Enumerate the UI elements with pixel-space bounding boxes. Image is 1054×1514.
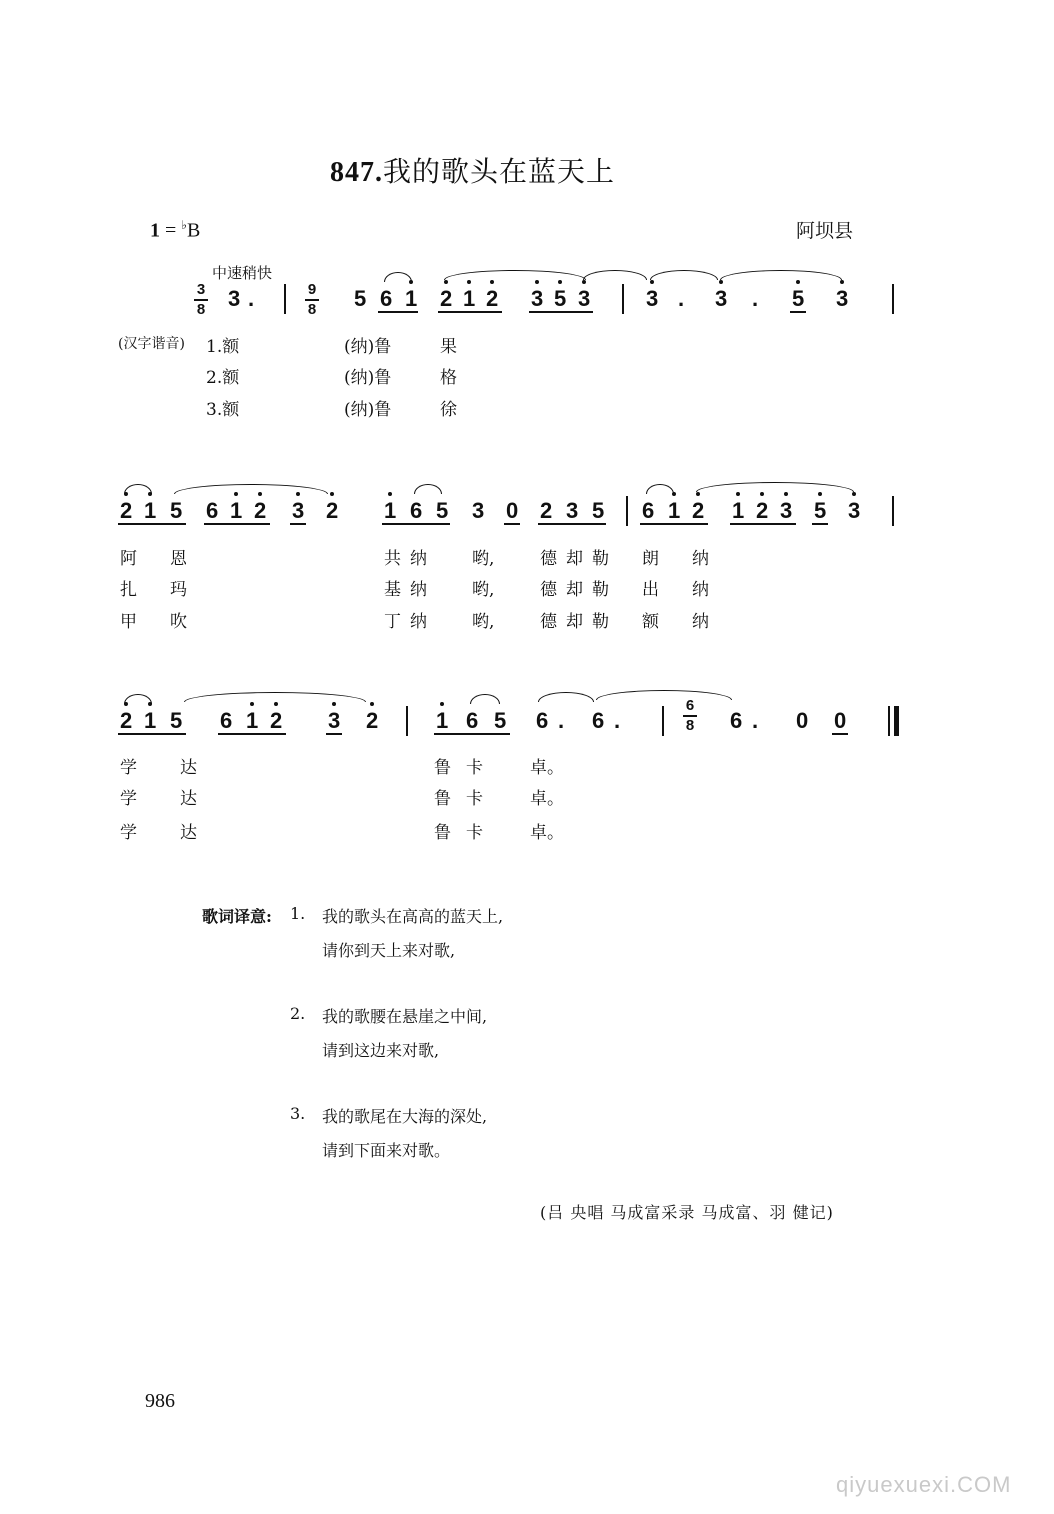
note: 6 <box>730 708 743 733</box>
note: 6 <box>536 708 549 733</box>
note: 3 <box>780 498 793 523</box>
beam <box>218 733 286 735</box>
note: . <box>558 708 565 733</box>
lyric: 哟, <box>472 549 495 569</box>
beam <box>538 523 606 525</box>
note: 3 <box>836 286 849 311</box>
time-bottom: 8 <box>196 301 206 318</box>
note: 2 <box>120 708 133 733</box>
tie <box>650 270 718 280</box>
key-lead: 1 <box>150 219 160 242</box>
note: 1 <box>246 708 259 733</box>
note: 2 <box>270 708 283 733</box>
translation-line: 请你到天上来对歌, <box>322 941 456 960</box>
watermark: qiyuexuexi.COM <box>836 1472 1012 1497</box>
lyric: 勒 <box>592 549 609 569</box>
verse-number: 2. <box>290 1004 306 1023</box>
lyric: 达 <box>180 789 197 809</box>
note: . <box>248 286 255 311</box>
lyric: 卡 <box>466 789 483 809</box>
note: 3 <box>472 498 485 523</box>
lyric: 卓。 <box>530 758 564 778</box>
lyric: 鲁 <box>434 823 451 843</box>
lyric: 额 <box>642 612 659 632</box>
lyric: 学 <box>120 758 137 778</box>
lyric: 卡 <box>466 823 483 843</box>
final-bar-thick <box>894 706 899 736</box>
beam <box>504 523 520 525</box>
time-bottom: 8 <box>685 717 695 734</box>
lyric: (纳)鲁 <box>344 337 392 357</box>
tie <box>596 690 732 700</box>
note: 1 <box>384 498 397 523</box>
lyric: 勒 <box>592 580 609 600</box>
note: 2 <box>440 286 453 311</box>
lyric: 2.额 <box>206 368 240 388</box>
lyric: 学 <box>120 823 137 843</box>
lyric: 丁 <box>384 612 401 632</box>
slur <box>470 694 500 704</box>
note: 5 <box>554 286 567 311</box>
note: 1 <box>463 286 476 311</box>
lyric: 纳 <box>410 580 427 600</box>
note: 6 <box>592 708 605 733</box>
final-bar-thin <box>888 706 890 736</box>
note: 6 <box>410 498 423 523</box>
translation-line: 请到这边来对歌, <box>322 1041 440 1060</box>
note: 5 <box>170 708 183 733</box>
translation-line: 我的歌头在高高的蓝天上, <box>322 907 504 926</box>
lyric: 格 <box>440 368 457 388</box>
note: 5 <box>494 708 507 733</box>
note: 5 <box>792 286 805 311</box>
note: 1 <box>405 286 418 311</box>
beam <box>812 523 828 525</box>
slur <box>124 484 152 494</box>
lyric: 阿 <box>120 549 137 569</box>
note: 5 <box>436 498 449 523</box>
lyric: 纳 <box>692 612 709 632</box>
key-note: B <box>186 219 201 242</box>
note: 1 <box>230 498 243 523</box>
note: 3 <box>228 286 241 311</box>
translation-line: 请到下面来对歌。 <box>322 1141 451 1160</box>
slur <box>384 272 412 282</box>
lyric: 吹 <box>170 612 187 632</box>
lyric: 甲 <box>120 612 137 632</box>
note: 6 <box>380 286 393 311</box>
lyric: 3.额 <box>206 400 240 420</box>
verse-number: 3. <box>290 1104 306 1123</box>
beam <box>640 523 708 525</box>
beam <box>326 733 342 735</box>
bar-line <box>892 496 894 526</box>
beam <box>378 311 418 313</box>
lyric: 纳 <box>410 549 427 569</box>
credit-line: (吕 央唱 马成富采录 马成富、羽 健记) <box>540 1203 834 1222</box>
lyric: 1.额 <box>206 337 240 357</box>
beam <box>118 733 186 735</box>
slur <box>174 484 328 494</box>
note: 3 <box>566 498 579 523</box>
note: 5 <box>354 286 367 311</box>
time-top: 6 <box>685 697 695 714</box>
slur <box>444 270 586 280</box>
bar-line <box>284 284 286 314</box>
lyric: 纳 <box>692 580 709 600</box>
note: 2 <box>120 498 133 523</box>
bar-line <box>626 496 628 526</box>
note: 3 <box>328 708 341 733</box>
beam <box>434 733 510 735</box>
key-signature <box>150 218 200 243</box>
lyric: (纳)鲁 <box>344 400 392 420</box>
lyric: 卓。 <box>530 823 564 843</box>
tempo-marking: 中速稍快 <box>212 264 273 282</box>
note: 1 <box>732 498 745 523</box>
time-signature-6-8 <box>682 698 698 734</box>
lyric: 纳 <box>692 549 709 569</box>
time-signature-3-8 <box>193 282 209 318</box>
note: 5 <box>170 498 183 523</box>
slur <box>184 692 366 702</box>
lyric: 德 <box>540 549 557 569</box>
key-eq: = <box>165 219 177 242</box>
lyric: 出 <box>642 580 659 600</box>
lyric: 卡 <box>466 758 483 778</box>
note: . <box>614 708 621 733</box>
lyric: 鲁 <box>434 789 451 809</box>
note: 1 <box>436 708 449 733</box>
translation-label: 歌词译意: <box>202 907 272 926</box>
note: 2 <box>254 498 267 523</box>
lyric: 果 <box>440 337 457 357</box>
bar-line <box>662 706 664 736</box>
lyric: 勒 <box>592 612 609 632</box>
lyric: 鲁 <box>434 758 451 778</box>
lyric: 达 <box>180 758 197 778</box>
bar-line <box>892 284 894 314</box>
lyric: 哟, <box>472 612 495 632</box>
lyric: 却 <box>566 549 583 569</box>
beam <box>290 523 306 525</box>
tie <box>538 692 594 702</box>
lyric: 却 <box>566 612 583 632</box>
note: 0 <box>796 708 809 733</box>
lyric: 却 <box>566 580 583 600</box>
beam <box>204 523 270 525</box>
lyric: 扎 <box>120 580 137 600</box>
note: 0 <box>506 498 519 523</box>
time-top: 9 <box>307 281 317 298</box>
time-top: 3 <box>196 281 206 298</box>
note: 3 <box>578 286 591 311</box>
time-signature-9-8 <box>304 282 320 318</box>
flat-sign: ♭ <box>181 218 187 232</box>
beam <box>832 733 848 735</box>
tie <box>583 270 647 280</box>
lyric: 徐 <box>440 400 457 420</box>
note: 0 <box>834 708 847 733</box>
slur <box>414 484 442 494</box>
lyric: 基 <box>384 580 401 600</box>
beam <box>118 523 186 525</box>
note: 2 <box>326 498 339 523</box>
lyric: 德 <box>540 612 557 632</box>
note: 2 <box>540 498 553 523</box>
note: . <box>752 708 759 733</box>
note: 5 <box>814 498 827 523</box>
note: 3 <box>646 286 659 311</box>
slur <box>646 484 674 494</box>
note: 1 <box>668 498 681 523</box>
note: 6 <box>206 498 219 523</box>
slur <box>720 270 842 280</box>
time-bottom: 8 <box>307 301 317 318</box>
region-label: 阿坝县 <box>796 220 854 242</box>
translation-line: 我的歌尾在大海的深处, <box>322 1107 488 1126</box>
note: 3 <box>292 498 305 523</box>
lyric: (纳)鲁 <box>344 368 392 388</box>
note: 2 <box>366 708 379 733</box>
page-number: 986 <box>145 1390 175 1412</box>
song-number: 847. <box>330 157 383 188</box>
beam <box>382 523 450 525</box>
lyric: 学 <box>120 789 137 809</box>
beam <box>529 311 593 313</box>
beam <box>438 311 502 313</box>
note: 3 <box>531 286 544 311</box>
bar-line <box>406 706 408 736</box>
song-title-text: 我的歌头在蓝天上 <box>383 155 616 188</box>
note: 1 <box>144 498 157 523</box>
lyric: 达 <box>180 823 197 843</box>
lyric: 恩 <box>170 549 187 569</box>
note: 6 <box>642 498 655 523</box>
translation-line: 我的歌腰在悬崖之中间, <box>322 1007 488 1026</box>
note: 6 <box>466 708 479 733</box>
lyric: 玛 <box>170 580 187 600</box>
note: 3 <box>848 498 861 523</box>
note: 2 <box>692 498 705 523</box>
note: . <box>752 286 759 311</box>
bar-line <box>622 284 624 314</box>
lyric-label: (汉字谐音) <box>118 336 185 352</box>
lyric: 德 <box>540 580 557 600</box>
lyric: 共 <box>384 549 401 569</box>
lyric: 卓。 <box>530 789 564 809</box>
lyric: 纳 <box>410 612 427 632</box>
note: 2 <box>756 498 769 523</box>
beam <box>730 523 796 525</box>
note: 5 <box>592 498 605 523</box>
song-title <box>330 150 615 190</box>
note: 1 <box>144 708 157 733</box>
note: . <box>678 286 685 311</box>
note: 3 <box>715 286 728 311</box>
slur <box>696 482 854 492</box>
lyric: 朗 <box>642 549 659 569</box>
verse-number: 1. <box>290 904 306 923</box>
beam <box>790 311 806 313</box>
slur <box>124 694 152 704</box>
note: 6 <box>220 708 233 733</box>
note: 2 <box>486 286 499 311</box>
lyric: 哟, <box>472 580 495 600</box>
